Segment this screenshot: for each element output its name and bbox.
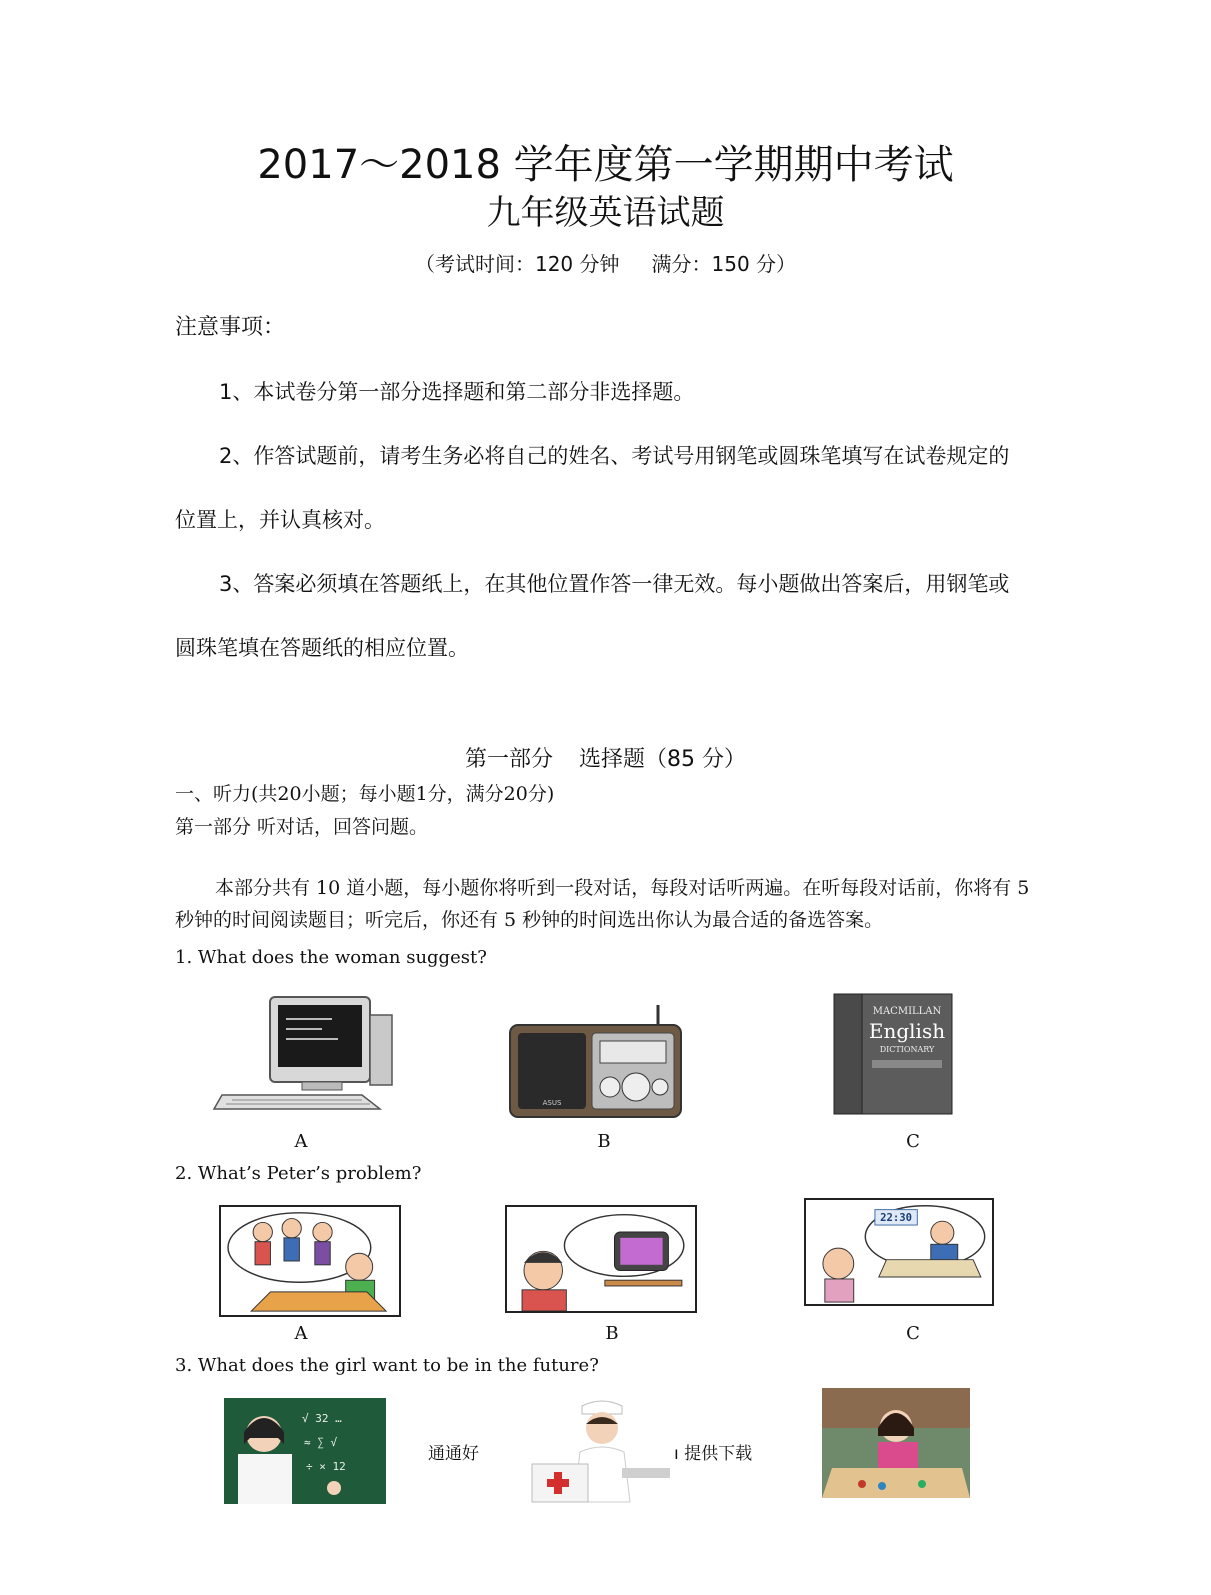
radio-image xyxy=(508,1003,683,1120)
svg-text:√ 32 …: √ 32 … xyxy=(302,1412,342,1425)
svg-text:÷ × 12: ÷ × 12 xyxy=(306,1460,346,1473)
radio-brand: ASUS xyxy=(542,1099,562,1107)
notice-item-2-line-1: 2、作答试题前，请考生务必将自己的姓名、考试号用钢笔或圆珠笔填写在试卷规定的 xyxy=(219,444,1010,468)
q1-option-c: C xyxy=(906,1131,920,1152)
notice-item-3-line-1: 3、答案必须填在答题纸上，在其他位置作答一律无效。每小题做出答案后，用钢笔或 xyxy=(219,572,1010,596)
dictionary-word: English xyxy=(868,1019,946,1043)
exam-title: 2017～2018 学年度第一学期期中考试 xyxy=(257,142,954,188)
exam-info xyxy=(0,250,1211,278)
notice-item-1: 1、本试卷分第一部分选择题和第二部分非选择题。 xyxy=(219,380,695,404)
notice-item-3-line-2: 圆珠笔填在答题纸的相应位置。 xyxy=(175,636,469,660)
part1-title xyxy=(0,744,1211,776)
listening-heading: 一、听力(共20小题；每小题1分，满分20分) xyxy=(175,783,555,805)
part1-title-b: 选择题（85 分） xyxy=(579,747,746,772)
watermark-left: 通通好 xyxy=(428,1444,479,1464)
question-3: 3. What does the girl want to be in the future? xyxy=(175,1355,599,1376)
watermark-right-text: 提供下载 xyxy=(684,1444,753,1464)
noisy-tv-cartoon-image xyxy=(505,1205,697,1313)
question-1: 1. What does the woman suggest? xyxy=(175,947,487,968)
friends-cartoon-image xyxy=(219,1205,401,1317)
late-homework-cartoon-image xyxy=(804,1198,994,1306)
clock-time: 22:30 xyxy=(880,1212,913,1225)
computer-image xyxy=(212,995,397,1115)
teacher-image xyxy=(224,1398,386,1504)
score-info: 满分：150 分） xyxy=(651,252,797,276)
q2-option-c: C xyxy=(906,1323,920,1344)
dictionary-brand: MACMILLAN xyxy=(872,1006,942,1017)
q2-option-a: A xyxy=(294,1323,308,1344)
notice-item-2-line-2: 位置上，并认真核对。 xyxy=(175,508,385,532)
notice-heading: 注意事项： xyxy=(175,315,286,340)
question-2: 2. What’s Peter’s problem? xyxy=(175,1163,422,1184)
nurse-image xyxy=(530,1398,670,1506)
part1-title-a: 第一部分 xyxy=(464,747,553,772)
q2-option-b: B xyxy=(605,1323,619,1344)
instruction-paragraph: 本部分共有 10 道小题，每小题你将听到一段对话，每段对话听两遍。在听每段对话前，你将有 5 秒钟的时间阅读题目；听完后，你还有 5 秒钟的时间选出你认为最合适的备选答案。 xyxy=(175,877,1030,931)
svg-text:≈ ∑ √: ≈ ∑ √ xyxy=(304,1436,338,1449)
watermark-right: ı 提供下载 xyxy=(674,1444,753,1464)
dictionary-sub: DICTIONARY xyxy=(879,1045,935,1054)
dictionary-image xyxy=(832,992,954,1116)
q1-option-b: B xyxy=(597,1131,611,1152)
time-info: （考试时间：120 分钟 xyxy=(414,252,620,276)
exam-subtitle: 九年级英语试题 xyxy=(486,193,725,233)
artist-image xyxy=(822,1388,970,1498)
q1-option-a: A xyxy=(294,1131,308,1152)
section-heading: 第一部分 听对话，回答问题。 xyxy=(175,816,429,838)
